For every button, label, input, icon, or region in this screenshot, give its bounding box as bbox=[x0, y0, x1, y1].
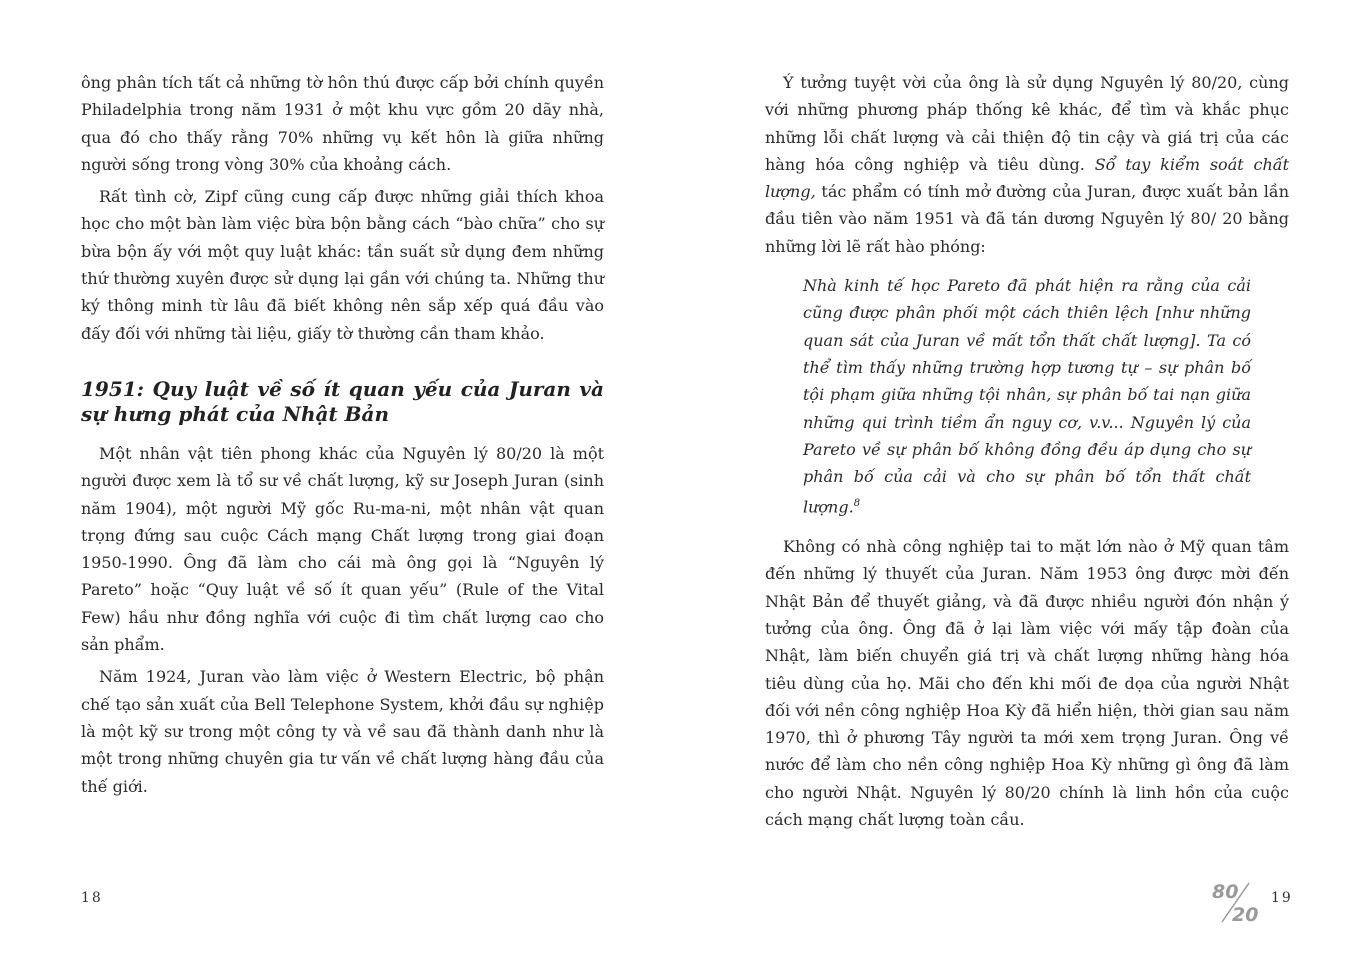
body-paragraph: Rất tình cờ, Zipf cũng cung cấp được những giải thích khoa học cho một bàn làm việc bừa bộn bằng cách “bào chữa” cho sự bừa bộn ấy với một quy luật khác: tần suất sử dụng đem những thứ thường xuyên được sử dụng lại gần với chúng ta. Những thư ký thông minh từ lâu đã biết không nên sắp xếp quá đầu vào đấy đối với những tài liệu, giấy tờ thường cần tham khảo. bbox=[81, 187, 604, 343]
page-number-right: 19 bbox=[1271, 890, 1293, 906]
footnote-marker: 8 bbox=[853, 498, 861, 510]
right-page bbox=[685, 0, 1370, 969]
logo-top-number: 80 bbox=[1212, 881, 1239, 903]
page-number-left: 18 bbox=[81, 890, 103, 906]
body-paragraph: Năm 1924, Juran vào làm việc ở Western Electric, bộ phận chế tạo sản xuất của Bell Telephone System, khởi đầu sự nghiệp là một kỹ sư trong một công ty và về sau đã thành danh như là một trong những chuyên gia tư vấn về chất lượng hàng đầu của thế giới. bbox=[81, 667, 604, 796]
logo-bottom-number: 20 bbox=[1232, 904, 1259, 924]
body-paragraph: Không có nhà công nghiệp tai to mặt lớn nào ở Mỹ quan tâm đến những lý thuyết của Juran. Năm 1953 ông được mời đến Nhật Bản để thuyết giảng, và đã được nhiều người đón nhận ý tưởng của ông. Ông đã ở lại làm việc với mấy tập đoàn của Nhật, làm biến chuyển giá trị và chất lượng những hàng hóa tiêu dùng của họ. Mãi cho đến khi mối đe dọa của người Nhật đối với nền công nghiệp Hoa Kỳ đã hiển hiện, thời gian sau năm 1970, thì ở phương Tây người ta mới xem trọng Juran. Ông về nước để làm cho nền công nghiệp Hoa Kỳ những gì ông đã làm cho người Nhật. Nguyên lý 80/20 chính là linh hồn của cuộc cách mạng chất lượng toàn cầu. bbox=[765, 537, 1289, 830]
right-text-column bbox=[765, 69, 1289, 838]
left-text-column bbox=[81, 69, 604, 805]
paragraph-text: Ý tưởng tuyệt vời của ông là sử dụng Nguyên lý 80/20, cùng với những phương pháp thống kê khác, để tìm và khắc phục những lỗi chất lượng và cải thiện độ tin cậy và giá trị của các hàng hóa công nghiệp và tiêu dùng. bbox=[765, 73, 1289, 174]
body-paragraph bbox=[765, 69, 1289, 260]
eighty-twenty-logo bbox=[1210, 878, 1262, 924]
section-heading: 1951: Quy luật về số ít quan yếu của Juran và sự hưng phát của Nhật Bản bbox=[81, 376, 604, 426]
paragraph-text: tác phẩm có tính mở đường của Juran, được xuất bản lần đầu tiên vào năm 1951 và đã tán dương Nguyên lý 80/ 20 bằng những lời lẽ rất hào phóng: bbox=[765, 182, 1290, 256]
body-paragraph: Một nhân vật tiên phong khác của Nguyên lý 80/20 là một người được xem là tổ sư về chất lượng, kỹ sư Joseph Juran (sinh năm 1904), một người Mỹ gốc Ru-ma-ni, một nhân vật quan trọng đứng sau cuộc Cách mạng Chất lượng trong giai đoạn 1950-1990. Ông đã làm cho cái mà ông gọi là “Nguyên lý Pareto” hoặc “Quy luật về số ít quan yếu” (Rule of the Vital Few) hầu như đồng nghĩa với cuộc đi tìm chất lượng cao cho sản phẩm. bbox=[81, 443, 604, 655]
book-title: Sổ tay kiểm soát chất lượng, bbox=[765, 154, 1290, 202]
quote-text: Nhà kinh tế học Pareto đã phát hiện ra rằng của cải cũng được phân phối một cách thiên lệch [như những quan sát của Juran về mất tổn thất chất lượng]. Ta có thể tìm thấy những trường hợp tương tự – sự phân bố tội phạm giữa những tội nhân, sự phân bố tai nạn giữa những qui trình tiềm ẩn nguy cơ, v.v... Nguyên lý của Pareto về sự phân bố không đồng đều áp dụng cho sự phân bố của cải và cho sự phân bố tổn thất chất lượng. bbox=[803, 276, 1251, 517]
block-quote bbox=[803, 272, 1251, 521]
body-paragraph: ông phân tích tất cả những tờ hôn thú được cấp bởi chính quyền Philadelphia trong năm 1931 ở một khu vực gồm 20 dãy nhà, qua đó cho thấy rằng 70% những vụ kết hôn là giữa những người sống trong vòng 30% của khoảng cách. bbox=[81, 73, 604, 174]
